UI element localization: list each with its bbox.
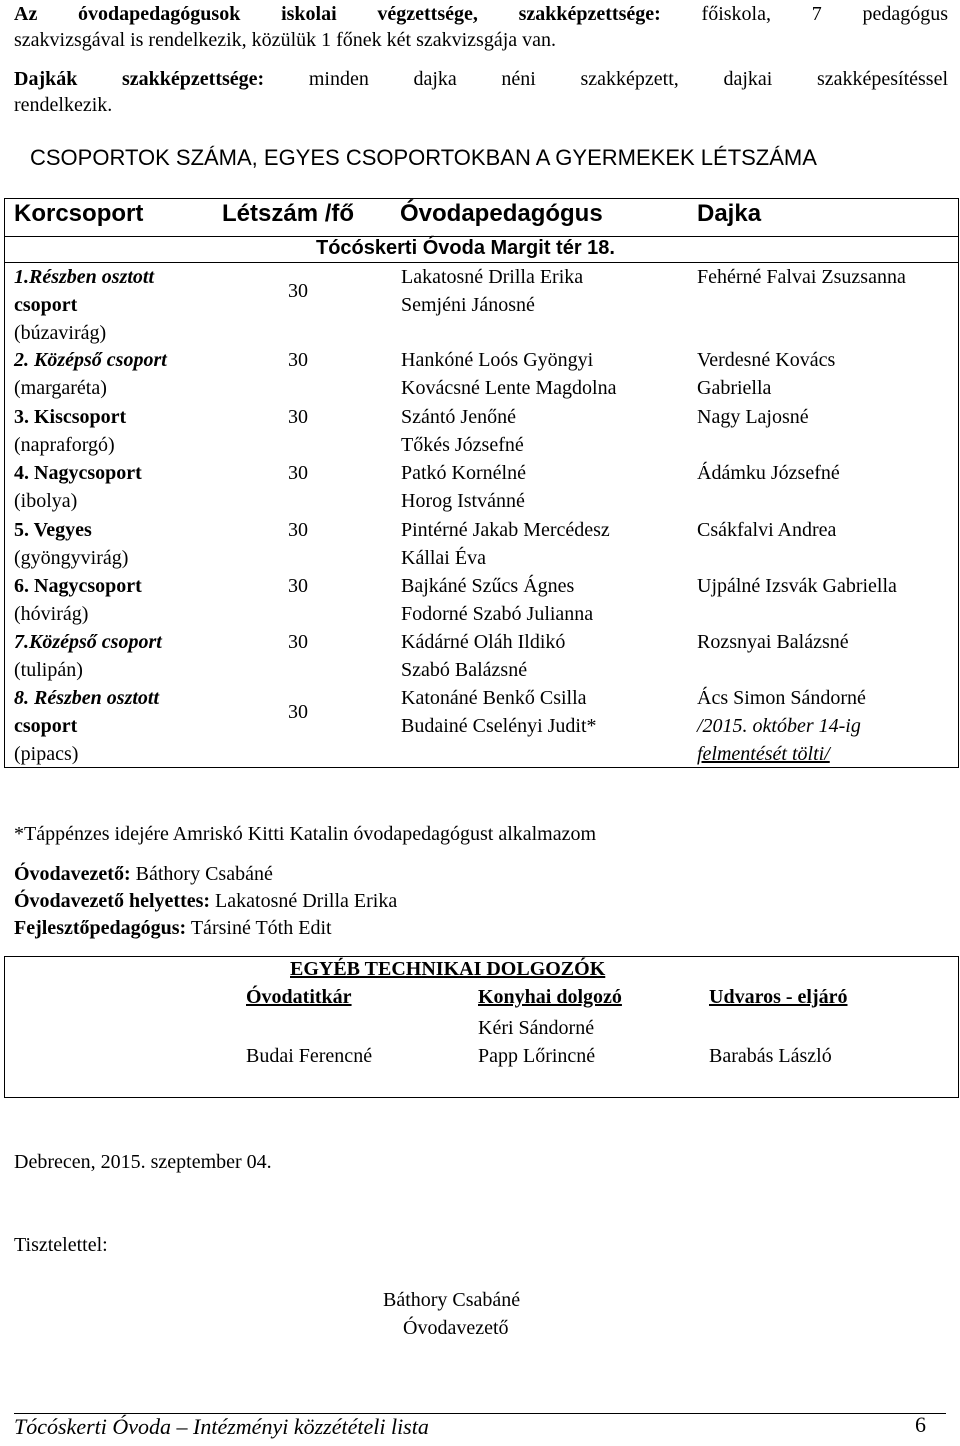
headcount: 30: [288, 631, 308, 653]
group-subtitle: (margaréta): [14, 377, 107, 399]
staff-developer-name: Társiné Tóth Edit: [190, 917, 332, 939]
teacher-name: Hankóné Loós Gyöngyi: [401, 349, 594, 371]
group-name: 8. Részben osztott: [14, 687, 160, 709]
nanny-name: Ujpálné Izsvák Gabriella: [697, 575, 897, 597]
headcount: 30: [288, 280, 308, 302]
teacher-name: Horog Istvánné: [401, 490, 525, 512]
staff-deputy-label: Óvodavezető helyettes:: [14, 890, 211, 912]
headcount: 30: [288, 701, 308, 723]
nanny-name: Gabriella: [697, 377, 772, 399]
nanny-name: Ádámku Józsefné: [697, 462, 840, 484]
intro-text-nannies: minden dajka néni szakképzett, dajkai szakképesítéssel: [308, 68, 949, 90]
nanny-name: felmentését tölti/: [697, 743, 830, 765]
teacher-name: Szabó Balázsné: [401, 659, 528, 681]
teacher-name: Fodorné Szabó Julianna: [401, 603, 594, 625]
site-name: Tócóskerti Óvoda Margit tér 18.: [316, 237, 615, 259]
footer-text: Tócóskerti Óvoda – Intézményi közzétételi lista: [14, 1414, 429, 1439]
headcount: 30: [288, 519, 308, 541]
staff-head-name: Báthory Csabáné: [135, 863, 273, 885]
nanny-name: Verdesné Kovács: [697, 349, 836, 371]
nanny-name: Fehérné Falvai Zsuzsanna: [697, 266, 906, 288]
teacher-name: Kádárné Oláh Ildikó: [401, 631, 566, 653]
staff-developer-label: Fejlesztőpedagógus:: [14, 917, 187, 939]
group-subtitle: (hóvirág): [14, 603, 89, 625]
group-subtitle: (ibolya): [14, 490, 78, 512]
kitchen-worker-1: Kéri Sándorné: [478, 1017, 595, 1039]
staff-deputy-name: Lakatosné Drilla Erika: [215, 890, 398, 912]
intro-line-3: [14, 65, 948, 93]
group-subtitle: (búzavirág): [14, 322, 107, 344]
substitute-note: *Táppénzes idejére Amriskó Kitti Katalin óvodapedagógust alkalmazom: [14, 823, 597, 845]
header-nanny: Dajka: [697, 200, 762, 227]
signer-title: Óvodavezető: [403, 1317, 509, 1339]
group-name: 2. Középső csoport: [14, 349, 167, 371]
teacher-name: Kállai Éva: [401, 547, 486, 569]
section-title: CSOPORTOK SZÁMA, EGYES CSOPORTOKBAN A GYERMEKEK LÉTSZÁMA: [30, 145, 817, 170]
group-subtitle: csoport: [14, 715, 78, 737]
header-kitchen: Konyhai dolgozó: [478, 986, 622, 1008]
teacher-name: Katonáné Benkő Csilla: [401, 687, 587, 709]
intro-text-qualification: főiskola, 7 pedagógus: [701, 3, 948, 25]
headcount: 30: [288, 462, 308, 484]
nanny-name: Nagy Lajosné: [697, 406, 809, 428]
janitor-name: Barabás László: [709, 1045, 832, 1067]
other-staff-title: EGYÉB TECHNIKAI DOLGOZÓK: [290, 958, 606, 980]
group-subtitle: (tulipán): [14, 659, 83, 681]
group-subtitle: (napraforgó): [14, 434, 115, 456]
header-secretary: Óvodatitkár: [246, 986, 352, 1008]
intro-line-4: rendelkezik.: [14, 94, 113, 116]
group-name: 6. Nagycsoport: [14, 575, 142, 597]
intro-label-qualification: Az óvodapedagógusok iskolai végzettsége, szakképzettsége:: [14, 3, 661, 25]
teacher-name: Bajkáné Szűcs Ágnes: [401, 575, 575, 597]
nanny-name: Ács Simon Sándorné: [697, 687, 866, 709]
group-name: 7.Középső csoport: [14, 631, 162, 653]
teacher-name: Lakatosné Drilla Erika: [401, 266, 584, 288]
signer-name: Báthory Csabáné: [383, 1289, 521, 1311]
group-name: 5. Vegyes: [14, 519, 92, 541]
headcount: 30: [288, 349, 308, 371]
staff-head-label: Óvodavezető:: [14, 863, 131, 885]
teacher-name: Budainé Cselényi Judit*: [401, 715, 597, 737]
kitchen-worker-2: Papp Lőrincné: [478, 1045, 596, 1067]
teacher-name: Patkó Kornélné: [401, 462, 526, 484]
teacher-name: Kovácsné Lente Magdolna: [401, 377, 617, 399]
header-teacher: Óvodapedagógus: [400, 200, 603, 227]
page-number: 6: [915, 1412, 926, 1437]
intro-line-2: szakvizsgával is rendelkezik, közülük 1 főnek két szakvizsgája van.: [14, 29, 557, 51]
secretary-name: Budai Ferencné: [246, 1045, 373, 1067]
nanny-name: /2015. október 14-ig: [697, 715, 861, 737]
group-subtitle: (pipacs): [14, 743, 79, 765]
intro-line-1: [14, 0, 948, 28]
greeting: Tisztelettel:: [14, 1234, 108, 1256]
nanny-name: Rozsnyai Balázsné: [697, 631, 849, 653]
group-name: 4. Nagycsoport: [14, 462, 142, 484]
group-subtitle: (gyöngyvirág): [14, 547, 129, 569]
header-headcount: Létszám /fő: [222, 200, 355, 227]
staff-head: [14, 860, 273, 888]
group-subtitle: csoport: [14, 294, 78, 316]
teacher-name: Pintérné Jakab Mercédesz: [401, 519, 610, 541]
header-janitor: Udvaros - eljáró: [709, 986, 848, 1008]
header-divider: [4, 236, 959, 237]
intro-label-nannies: Dajkák szakképzettsége:: [14, 68, 265, 90]
headcount: 30: [288, 575, 308, 597]
teacher-name: Szántó Jenőné: [401, 406, 516, 428]
group-name: 3. Kiscsoport: [14, 406, 127, 428]
header-age-group: Korcsoport: [14, 200, 144, 227]
teacher-name: Tőkés Józsefné: [401, 434, 524, 456]
headcount: 30: [288, 406, 308, 428]
group-name: 1.Részben osztott: [14, 266, 155, 288]
teacher-name: Semjéni Jánosné: [401, 294, 535, 316]
nanny-name: Csákfalvi Andrea: [697, 519, 837, 541]
place-date: Debrecen, 2015. szeptember 04.: [14, 1151, 272, 1173]
staff-deputy: [14, 887, 397, 915]
staff-developer: [14, 914, 332, 942]
